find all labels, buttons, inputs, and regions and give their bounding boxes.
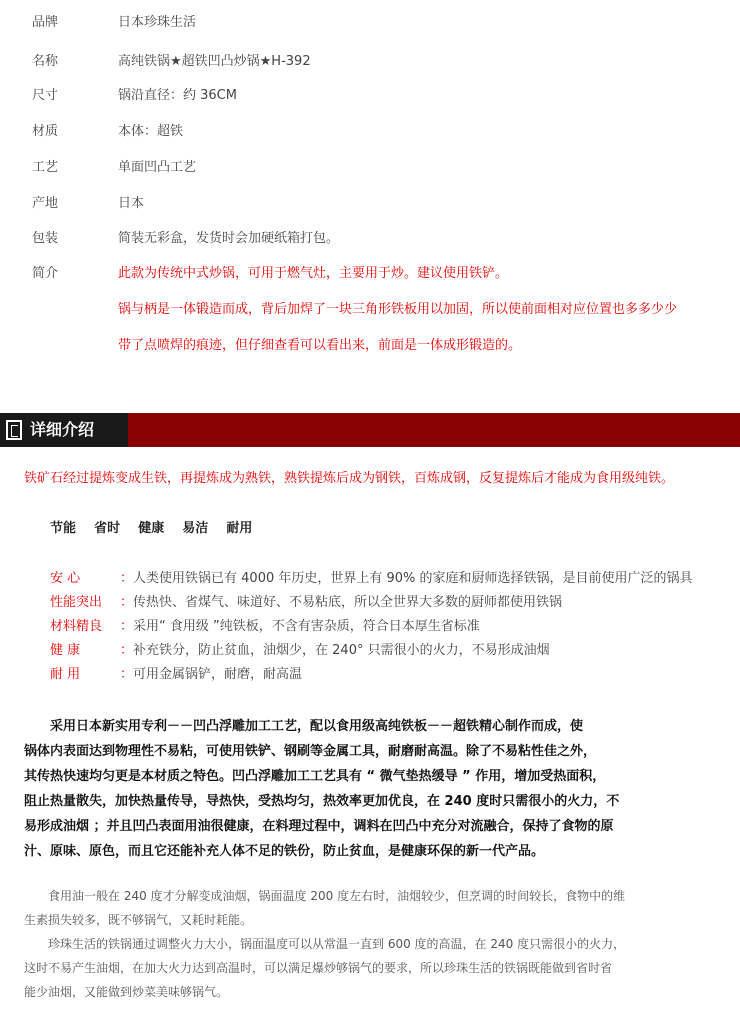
spec-value: 锅沿直径：约 36CM [118,88,237,103]
spec-value: 高纯铁锅★超铁凹凸炒锅★H-392 [118,54,311,69]
spec-label: 品牌 [32,15,59,30]
feature-text: 传热快、省煤气、味道好、不易粘底，所以全世界大多数的厨师都使用铁锅 [133,595,563,610]
technology-paragraph [24,714,716,864]
ore-refining-text: 铁矿石经过提炼变成生铁，再提炼成为熟铁，熟铁提炼后成为钢铁，百炼成钢，反复提炼后才能成为食用级纯铁。 [24,471,675,486]
feature-label: 材料精良 [50,619,103,634]
paragraph-line: 生素损失较多，既不够锅气，又耗时耗能。 [24,913,253,927]
paragraph-line: 能少油烟，又能做到炒菜美味够锅气。 [24,985,229,999]
paragraph-line: 其传热快速均匀更是本材质之特色。凹凸浮雕加工工艺具有 “ 微气垫热缓导 ” 作用，增加受热面积， [24,769,606,784]
paragraph-line: 珍珠生活的铁锅通过调整火力大小，锅面温度可以从常温一直到 600 度的高温，在 240 度只需很小的火力， [24,937,626,951]
feature-row [50,593,562,613]
paragraph-line: 易形成油烟 ；并且凹凸表面用油很健康，在料理过程中，调料在凹凸中充分对流融合，保持了食物的原 [24,819,614,834]
spec-label: 尺寸 [32,88,59,103]
spec-label: 产地 [32,196,59,211]
section-title: 详细介绍 [30,420,95,439]
spec-value: 单面凹凸工艺 [118,160,197,175]
feature-sep: ： [120,667,134,682]
intro-line: 带了点喷焊的痕迹，但仔细查看可以看出来，前面是一体成形锻造的。 [118,338,522,353]
feature-label: 安 心 [50,571,81,586]
feature-text: 补充铁分，防止贫血，油烟少，在 240° 只需很小的火力，不易形成油烟 [133,643,550,658]
spec-label: 名称 [32,54,59,69]
section-tab [0,413,128,447]
cooking-oil-paragraph [24,884,724,1004]
feature-label: 耐 用 [50,667,81,682]
feature-sep: ： [120,571,134,586]
feature-sep: ： [120,619,134,634]
intro-line: 锅与柄是一体锻造而成，背后加焊了一块三角形铁板用以加固，所以使前面相对应位置也多多少少 [118,302,678,317]
keywords-line: 节能 省时 健康 易洁 耐用 [50,521,253,536]
paragraph-line: 锅体内表面达到物理性不易粘，可使用铁铲、钢刷等金属工具，耐磨耐高温。除了不易粘性佳之外， [24,744,597,759]
feature-text: 采用“ 食用级 ”纯铁板，不含有害杂质，符合日本厚生省标准 [133,619,480,634]
feature-text: 可用金属锅铲，耐磨，耐高温 [133,667,303,682]
intro-line: 此款为传统中式炒锅，可用于燃气灶，主要用于炒。建议使用铁铲。 [118,266,509,281]
spec-label: 材质 [32,124,59,139]
paragraph-line: 采用日本新实用专利－－凹凸浮雕加工工艺，配以食用级高纯铁板－－超铁精心制作而成，使 [24,719,584,734]
feature-sep: ： [120,643,134,658]
feature-row [50,641,550,661]
feature-row [50,569,693,589]
section-logo-icon [6,420,22,440]
spec-value: 日本 [118,196,145,211]
paragraph-line: 食用油一般在 240 度才分解变成油烟，锅面温度 200 度左右时，油烟较少，但烹调的时间较长，食物中的维 [24,889,626,903]
spec-value: 本体：超铁 [118,124,184,139]
spec-label: 工艺 [32,160,59,175]
spec-value: 日本珍珠生活 [118,15,197,30]
paragraph-line: 阻止热量散失，加快热量传导，导热快，受热均匀，热效率更加优良，在 240 度时只需很小的火力，不 [24,794,620,809]
feature-sep: ： [120,595,134,610]
feature-text: 人类使用铁锅已有 4000 年历史，世界上有 90% 的家庭和厨师选择铁锅，是目前使用广泛的锅具 [133,571,693,586]
paragraph-line: 汁、原味、原色，而且它还能补充人体不足的铁份，防止贫血，是健康环保的新一代产品。 [24,844,545,859]
paragraph-line: 这时不易产生油烟，在加大火力达到高温时，可以满足爆炒够锅气的要求，所以珍珠生活的铁锅既能做到省时省 [24,961,613,975]
feature-row [50,665,302,685]
section-banner [0,413,740,447]
feature-label: 性能突出 [50,595,103,610]
feature-row [50,617,480,637]
feature-label: 健 康 [50,643,81,658]
spec-label: 简介 [32,266,59,281]
spec-label: 包装 [32,231,59,246]
spec-value: 简装无彩盒，发货时会加硬纸箱打包。 [118,231,340,246]
